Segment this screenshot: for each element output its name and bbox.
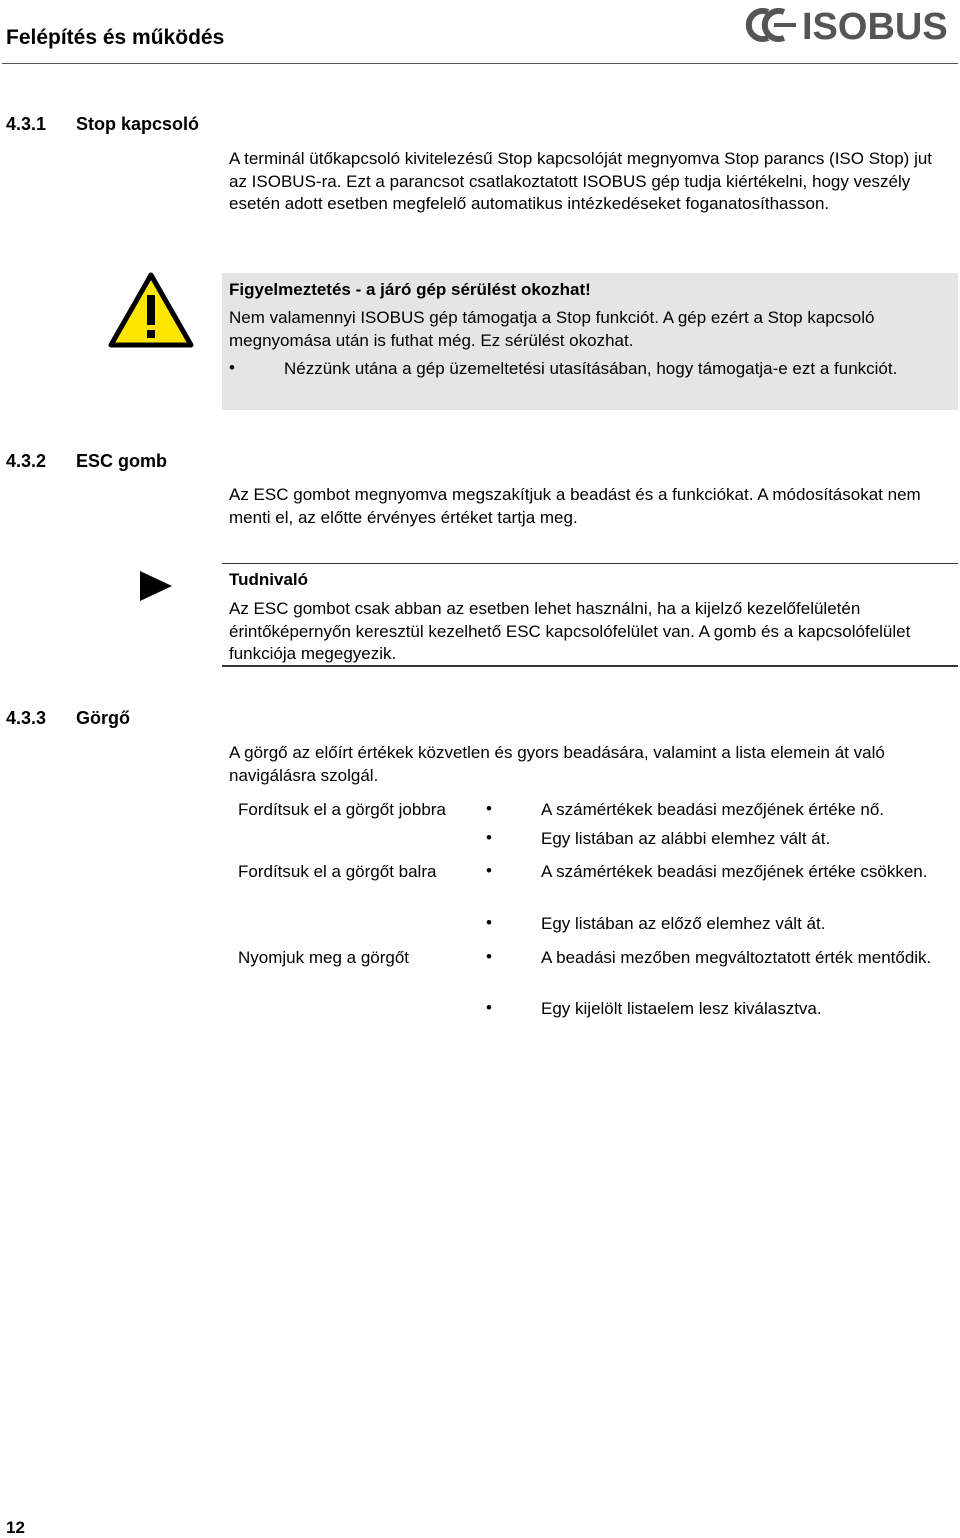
warning-bullet-text: Nézzünk utána a gép üzemeltetési utasításában, hogy támogatja-e ezt a funkciót. <box>284 359 898 378</box>
section-number-4-3-1: 4.3.1 <box>6 114 47 134</box>
wheel-bullet: • <box>486 861 492 880</box>
wheel-bullet: • <box>486 998 492 1017</box>
wheel-action-right: Fordítsuk el a görgőt jobbra <box>238 800 446 819</box>
page-header-title: Felépítés és működés <box>6 26 225 49</box>
esc-paragraph: Az ESC gombot megnyomva megszakítjuk a beadást és a funkciókat. A módosításokat nem menti el, az előtte érvényes értéket tartja meg. <box>229 485 921 527</box>
wheel-effect: A számértékek beadási mezőjének értéke csökken. <box>541 862 928 881</box>
header-divider <box>2 63 958 64</box>
note-arrow-icon <box>140 571 172 601</box>
wheel-effect: Egy listában az előző elemhez vált át. <box>541 914 826 933</box>
logo-text: ISOBUS <box>802 6 948 46</box>
wheel-effect: A beadási mezőben megváltoztatott érték mentődik. <box>541 948 932 967</box>
section-title-gorgo: Görgő <box>76 708 130 728</box>
wheel-bullet: • <box>486 947 492 966</box>
wheel-bullet: • <box>486 828 492 847</box>
section-title-stop: Stop kapcsoló <box>76 114 200 134</box>
wheel-bullet: • <box>486 913 492 932</box>
section-number-4-3-2: 4.3.2 <box>6 451 47 471</box>
warning-body: Nem valamennyi ISOBUS gép támogatja a Stop funkciót. A gép ezért a Stop kapcsoló megnyomása után is futhat még. Ez sérülést okozhat. <box>229 308 875 350</box>
isobus-logo <box>744 4 948 46</box>
note-bottom-rule <box>222 665 958 667</box>
wheel-effect: Egy listában az alábbi elemhez vált át. <box>541 829 831 848</box>
wheel-effect: Egy kijelölt listaelem lesz kiválasztva. <box>541 999 822 1018</box>
note-body: Az ESC gombot csak abban az esetben lehet használni, ha a kijelző kezelőfelületén érintőképernyőn keresztül kezelhető ESC kapcsolófelület van. A gomb és a kapcsolófelület funkciója megegyezik. <box>229 599 911 663</box>
wheel-action-press: Nyomjuk meg a görgőt <box>238 948 410 967</box>
note-heading: Tudnivaló <box>229 570 309 589</box>
stop-paragraph: A terminál ütőkapcsoló kivitelezésű Stop kapcsolóját megnyomva Stop parancs (ISO Stop) jut az ISOBUS-ra. Ezt a parancsot csatlakoztatott ISOBUS gép tudja kiértékelni, hogy veszély esetén adott esetben megfelelő automatikus intézkedéseket foganatosíthasson. <box>229 149 933 213</box>
warning-heading: Figyelmeztetés - a járó gép sérülést okozhat! <box>229 280 591 299</box>
page-number: 12 <box>6 1518 25 1537</box>
gorgo-paragraph: A görgő az előírt értékek közvetlen és gyors beadására, valamint a lista elemein át való navigálásra szolgál. <box>229 743 885 785</box>
note-top-rule <box>222 563 958 564</box>
warning-triangle-icon <box>108 272 194 348</box>
wheel-effect: A számértékek beadási mezőjének értéke nő. <box>541 800 885 819</box>
wheel-bullet: • <box>486 799 492 818</box>
warning-bullet-dot: • <box>229 358 235 377</box>
section-title-esc: ESC gomb <box>76 451 168 471</box>
wheel-action-left: Fordítsuk el a görgőt balra <box>238 862 437 881</box>
section-number-4-3-3: 4.3.3 <box>6 708 47 728</box>
